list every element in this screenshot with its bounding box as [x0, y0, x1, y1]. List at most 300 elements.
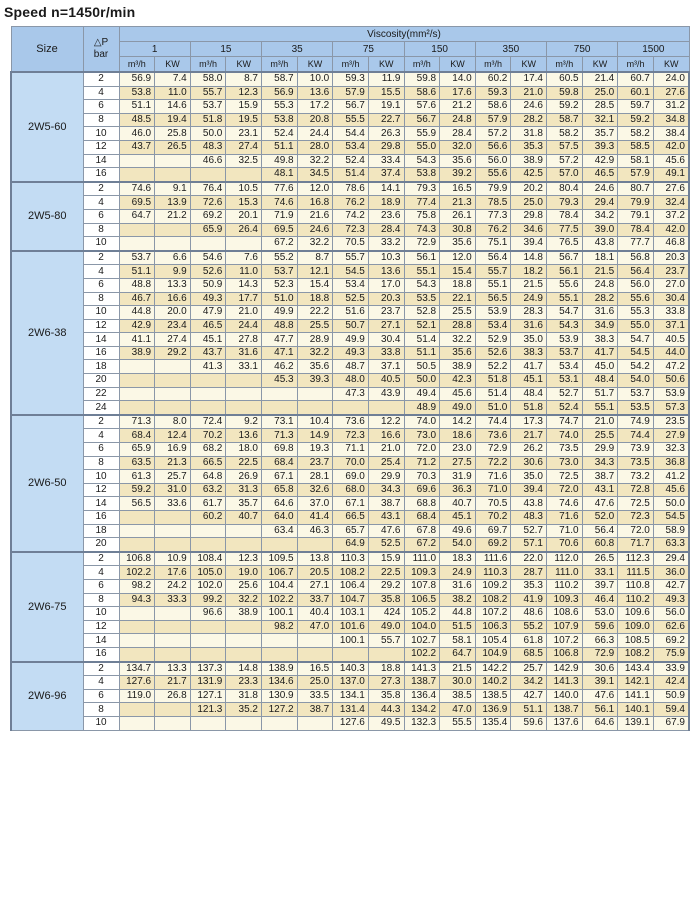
power-cell: 17.4 [511, 72, 547, 86]
flow-cell: 127.6 [119, 676, 155, 690]
flow-unit-header: m³/h [404, 57, 440, 73]
pressure-cell: 2 [83, 182, 119, 196]
flow-cell: 60.5 [547, 72, 583, 86]
flow-cell: 51.8 [190, 113, 226, 127]
power-cell: 56.0 [653, 607, 689, 621]
flow-cell: 54.0 [618, 374, 654, 388]
power-cell: 45.0 [582, 360, 618, 374]
power-cell: 32.3 [653, 443, 689, 457]
power-cell: 21.2 [440, 100, 476, 114]
flow-cell: 56.0 [618, 278, 654, 292]
flow-cell: 110.8 [618, 579, 654, 593]
power-cell: 31.6 [582, 306, 618, 320]
power-cell: 24.2 [155, 579, 191, 593]
flow-cell: 48.8 [119, 278, 155, 292]
power-cell: 33.7 [297, 593, 333, 607]
table-row [11, 647, 689, 661]
flow-cell: 139.1 [618, 716, 654, 730]
power-cell: 46.8 [653, 237, 689, 251]
power-cell: 31.6 [226, 346, 262, 360]
flow-cell: 141.3 [404, 662, 440, 676]
table-row [11, 196, 689, 210]
power-unit-header: KW [226, 57, 262, 73]
power-cell: 22.1 [440, 292, 476, 306]
power-cell: 29.9 [368, 470, 404, 484]
flow-cell: 106.8 [547, 647, 583, 661]
power-cell: 24.8 [440, 113, 476, 127]
table-row [11, 415, 689, 429]
table-row [11, 524, 689, 538]
flow-cell [262, 634, 298, 648]
power-cell: 24.6 [582, 182, 618, 196]
flow-cell: 79.3 [404, 182, 440, 196]
viscosity-header: Viscosity(mm²/s) [119, 27, 689, 42]
flow-cell: 109.5 [262, 552, 298, 566]
flow-cell: 80.4 [547, 182, 583, 196]
flow-cell: 53.4 [333, 278, 369, 292]
pressure-cell: 14 [83, 154, 119, 168]
pressure-cell: 12 [83, 140, 119, 154]
viscosity-value-header: 15 [190, 42, 261, 57]
pressure-cell: 14 [83, 333, 119, 347]
flow-cell: 108.2 [475, 593, 511, 607]
power-cell: 21.6 [297, 209, 333, 223]
power-cell [297, 538, 333, 552]
power-cell: 18.9 [368, 196, 404, 210]
flow-cell: 102.2 [262, 593, 298, 607]
power-cell: 12.3 [226, 552, 262, 566]
model-name: 2W6-50 [11, 415, 83, 552]
flow-cell: 51.8 [475, 374, 511, 388]
power-cell: 31.8 [511, 127, 547, 141]
power-cell: 26.3 [368, 127, 404, 141]
power-cell: 55.7 [368, 634, 404, 648]
flow-cell: 74.6 [547, 497, 583, 511]
power-cell [155, 360, 191, 374]
power-cell: 31.8 [226, 689, 262, 703]
flow-cell: 112.0 [547, 552, 583, 566]
power-cell: 56.1 [582, 703, 618, 717]
flow-cell [119, 168, 155, 182]
power-cell: 16.5 [297, 662, 333, 676]
power-cell: 17.6 [155, 566, 191, 580]
power-unit-header: KW [653, 57, 689, 73]
power-cell [226, 374, 262, 388]
flow-cell: 53.9 [475, 306, 511, 320]
flow-cell [190, 620, 226, 634]
power-cell: 57.3 [653, 401, 689, 415]
flow-cell [333, 401, 369, 415]
flow-cell: 141.1 [618, 689, 654, 703]
flow-cell: 106.5 [404, 593, 440, 607]
flow-cell: 69.6 [404, 483, 440, 497]
flow-cell: 110.3 [333, 552, 369, 566]
power-cell: 14.3 [226, 278, 262, 292]
table-row [11, 100, 689, 114]
power-cell: 24.4 [297, 127, 333, 141]
flow-cell: 48.5 [119, 113, 155, 127]
flow-cell: 58.6 [404, 86, 440, 100]
flow-unit-header: m³/h [547, 57, 583, 73]
flow-cell: 137.3 [190, 662, 226, 676]
power-cell: 29.4 [582, 196, 618, 210]
power-cell: 21.2 [155, 209, 191, 223]
power-cell: 35.6 [440, 237, 476, 251]
power-cell: 31.6 [440, 579, 476, 593]
flow-cell: 77.6 [262, 182, 298, 196]
flow-cell: 67.2 [404, 538, 440, 552]
pressure-cell: 16 [83, 647, 119, 661]
flow-cell: 79.1 [618, 209, 654, 223]
flow-cell: 78.5 [475, 196, 511, 210]
flow-cell: 106.3 [475, 620, 511, 634]
power-cell: 8.7 [226, 72, 262, 86]
flow-cell: 73.5 [618, 456, 654, 470]
table-row [11, 538, 689, 552]
power-cell [155, 620, 191, 634]
flow-cell: 140.1 [618, 703, 654, 717]
flow-cell: 72.8 [618, 483, 654, 497]
flow-cell: 110.2 [618, 593, 654, 607]
flow-cell: 142.1 [618, 676, 654, 690]
flow-cell: 58.7 [547, 113, 583, 127]
flow-cell: 135.4 [475, 716, 511, 730]
flow-cell: 55.7 [190, 86, 226, 100]
flow-cell: 53.4 [547, 360, 583, 374]
flow-cell: 48.9 [404, 401, 440, 415]
power-cell: 56.4 [582, 524, 618, 538]
performance-table [10, 26, 690, 731]
power-cell: 38.9 [440, 360, 476, 374]
flow-cell [190, 538, 226, 552]
flow-cell: 41.1 [119, 333, 155, 347]
flow-cell: 43.7 [190, 346, 226, 360]
flow-cell: 105.4 [475, 634, 511, 648]
flow-cell: 47.7 [262, 333, 298, 347]
flow-cell: 71.3 [119, 415, 155, 429]
flow-cell: 51.1 [262, 140, 298, 154]
flow-cell: 68.8 [404, 497, 440, 511]
table-row [11, 140, 689, 154]
flow-cell: 77.7 [618, 237, 654, 251]
flow-cell: 67.8 [404, 524, 440, 538]
power-cell: 57.1 [511, 538, 547, 552]
flow-cell [190, 716, 226, 730]
pressure-cell: 10 [83, 716, 119, 730]
model-name: 2W6-38 [11, 251, 83, 415]
power-cell: 49.0 [368, 620, 404, 634]
flow-cell: 51.1 [119, 265, 155, 279]
flow-cell: 100.1 [333, 634, 369, 648]
power-cell: 33.8 [368, 346, 404, 360]
power-cell: 49.5 [368, 716, 404, 730]
table-row [11, 470, 689, 484]
power-cell: 67.9 [653, 716, 689, 730]
table-row [11, 401, 689, 415]
table-row [11, 429, 689, 443]
flow-cell: 73.6 [475, 429, 511, 443]
power-cell: 16.5 [440, 182, 476, 196]
table-row [11, 127, 689, 141]
flow-cell: 51.1 [404, 346, 440, 360]
flow-cell: 59.2 [119, 483, 155, 497]
power-cell: 27.4 [226, 140, 262, 154]
flow-cell: 58.2 [547, 127, 583, 141]
table-row [11, 319, 689, 333]
flow-cell: 109.3 [547, 593, 583, 607]
power-cell: 38.3 [582, 333, 618, 347]
power-cell: 14.8 [511, 251, 547, 265]
table-row [11, 72, 689, 86]
power-cell: 9.2 [226, 415, 262, 429]
power-cell: 7.6 [226, 251, 262, 265]
flow-cell: 75.1 [475, 237, 511, 251]
flow-cell: 52.4 [262, 127, 298, 141]
power-cell: 42.7 [653, 579, 689, 593]
power-cell [226, 538, 262, 552]
flow-cell: 59.2 [618, 113, 654, 127]
power-cell: 37.1 [368, 360, 404, 374]
power-cell: 34.2 [582, 209, 618, 223]
power-cell: 26.5 [582, 552, 618, 566]
power-cell: 27.1 [368, 319, 404, 333]
viscosity-value-header: 35 [262, 42, 333, 57]
power-cell: 39.3 [582, 140, 618, 154]
flow-cell: 76.2 [333, 196, 369, 210]
flow-cell: 58.2 [618, 127, 654, 141]
flow-cell: 61.7 [190, 497, 226, 511]
power-cell [226, 716, 262, 730]
flow-cell: 106.4 [333, 579, 369, 593]
power-cell: 55.2 [511, 620, 547, 634]
power-cell: 66.3 [582, 634, 618, 648]
power-cell: 19.1 [368, 100, 404, 114]
flow-cell: 56.5 [475, 292, 511, 306]
pressure-cell: 6 [83, 209, 119, 223]
power-cell: 35.0 [511, 333, 547, 347]
power-cell: 28.8 [440, 319, 476, 333]
power-cell: 42.7 [511, 689, 547, 703]
power-cell: 38.2 [440, 593, 476, 607]
power-cell: 34.8 [653, 113, 689, 127]
power-cell: 27.4 [155, 333, 191, 347]
flow-cell: 70.0 [333, 456, 369, 470]
pressure-cell: 8 [83, 593, 119, 607]
pressure-cell: 22 [83, 387, 119, 401]
flow-cell: 111.6 [475, 552, 511, 566]
power-cell: 24.6 [511, 100, 547, 114]
flow-cell [119, 716, 155, 730]
flow-cell: 79.9 [618, 196, 654, 210]
power-cell: 51.1 [511, 703, 547, 717]
power-cell: 69.2 [653, 634, 689, 648]
power-cell: 47.0 [440, 703, 476, 717]
flow-cell: 109.6 [618, 607, 654, 621]
power-cell: 34.6 [511, 223, 547, 237]
flow-cell: 56.5 [119, 497, 155, 511]
flow-cell: 54.4 [333, 127, 369, 141]
power-cell: 17.2 [297, 100, 333, 114]
power-cell: 23.3 [226, 676, 262, 690]
power-cell: 59.6 [511, 716, 547, 730]
flow-cell: 65.8 [262, 483, 298, 497]
flow-cell: 102.2 [404, 647, 440, 661]
pressure-cell: 10 [83, 470, 119, 484]
power-cell: 23.1 [226, 127, 262, 141]
power-cell: 27.5 [440, 456, 476, 470]
flow-cell: 134.7 [119, 662, 155, 676]
flow-cell: 53.7 [618, 387, 654, 401]
flow-cell: 60.7 [618, 72, 654, 86]
power-cell: 23.7 [653, 265, 689, 279]
flow-cell: 55.2 [262, 251, 298, 265]
flow-cell: 55.3 [262, 100, 298, 114]
flow-cell: 137.0 [333, 676, 369, 690]
flow-cell: 70.3 [404, 470, 440, 484]
model-name: 2W5-80 [11, 182, 83, 251]
power-cell [297, 716, 333, 730]
flow-cell: 65.9 [119, 443, 155, 457]
power-cell: 45.6 [440, 387, 476, 401]
pressure-cell: 2 [83, 251, 119, 265]
power-cell: 64.7 [440, 647, 476, 661]
flow-cell: 69.0 [333, 470, 369, 484]
flow-cell: 71.6 [547, 511, 583, 525]
power-cell: 47.0 [297, 620, 333, 634]
power-cell: 34.5 [297, 168, 333, 182]
power-cell: 58.1 [440, 634, 476, 648]
power-cell [155, 634, 191, 648]
power-cell [155, 168, 191, 182]
table-row [11, 483, 689, 497]
flow-cell: 74.7 [547, 415, 583, 429]
power-cell: 42.4 [653, 676, 689, 690]
power-cell: 20.0 [155, 306, 191, 320]
flow-cell: 79.3 [547, 196, 583, 210]
flow-cell: 56.7 [333, 100, 369, 114]
power-cell: 37.0 [297, 497, 333, 511]
power-cell: 29.4 [653, 552, 689, 566]
flow-cell: 48.7 [333, 360, 369, 374]
flow-cell: 138.5 [475, 689, 511, 703]
flow-cell: 127.2 [262, 703, 298, 717]
power-cell: 14.9 [297, 429, 333, 443]
flow-cell: 58.0 [190, 72, 226, 86]
power-cell: 31.0 [155, 483, 191, 497]
flow-cell: 60.2 [190, 511, 226, 525]
flow-cell: 131.9 [190, 676, 226, 690]
flow-unit-header: m³/h [190, 57, 226, 73]
power-cell: 22.0 [511, 552, 547, 566]
power-cell [155, 524, 191, 538]
flow-cell: 73.2 [618, 470, 654, 484]
flow-cell: 127.1 [190, 689, 226, 703]
flow-cell: 64.8 [190, 470, 226, 484]
flow-cell [190, 168, 226, 182]
power-cell: 36.3 [440, 483, 476, 497]
flow-cell: 109.0 [618, 620, 654, 634]
power-cell: 60.8 [582, 538, 618, 552]
flow-cell: 130.9 [262, 689, 298, 703]
flow-cell: 119.0 [119, 689, 155, 703]
flow-cell: 108.2 [333, 566, 369, 580]
power-cell: 13.3 [155, 278, 191, 292]
pressure-cell: 16 [83, 168, 119, 182]
flow-cell: 58.6 [475, 100, 511, 114]
flow-cell: 94.3 [119, 593, 155, 607]
flow-cell: 72.9 [404, 237, 440, 251]
table-row [11, 716, 689, 730]
power-cell: 72.9 [582, 647, 618, 661]
flow-cell: 78.4 [618, 223, 654, 237]
power-cell: 23.0 [440, 443, 476, 457]
flow-cell: 111.0 [404, 552, 440, 566]
table-row [11, 552, 689, 566]
flow-cell: 54.5 [618, 346, 654, 360]
pressure-cell: 2 [83, 415, 119, 429]
power-cell: 18.1 [582, 251, 618, 265]
flow-cell [333, 647, 369, 661]
page-title: Speed n=1450r/min [4, 4, 136, 20]
flow-cell: 38.9 [119, 346, 155, 360]
flow-cell [119, 387, 155, 401]
flow-cell: 80.7 [618, 182, 654, 196]
flow-cell: 72.4 [190, 415, 226, 429]
power-cell [155, 154, 191, 168]
flow-cell: 74.4 [475, 415, 511, 429]
power-cell: 18.8 [440, 278, 476, 292]
flow-cell: 63.4 [262, 524, 298, 538]
power-cell: 55.1 [582, 401, 618, 415]
flow-cell: 54.6 [190, 251, 226, 265]
flow-cell: 68.0 [333, 483, 369, 497]
flow-unit-header: m³/h [262, 57, 298, 73]
viscosity-value-header: 1500 [618, 42, 689, 57]
flow-cell: 142.2 [475, 662, 511, 676]
power-cell: 68.5 [511, 647, 547, 661]
flow-cell: 69.5 [119, 196, 155, 210]
flow-cell: 110.3 [475, 566, 511, 580]
flow-cell: 68.4 [404, 511, 440, 525]
flow-cell: 52.6 [475, 346, 511, 360]
power-cell: 33.3 [155, 593, 191, 607]
power-cell: 32.5 [226, 154, 262, 168]
power-cell: 31.9 [440, 470, 476, 484]
flow-cell: 57.9 [333, 86, 369, 100]
flow-cell: 50.0 [190, 127, 226, 141]
power-cell: 28.4 [440, 127, 476, 141]
power-cell: 34.9 [582, 319, 618, 333]
flow-cell: 112.3 [618, 552, 654, 566]
power-cell: 25.7 [155, 470, 191, 484]
flow-cell: 73.1 [262, 415, 298, 429]
power-cell [297, 387, 333, 401]
power-cell: 22.2 [297, 306, 333, 320]
flow-cell: 48.3 [190, 140, 226, 154]
power-cell: 38.9 [226, 607, 262, 621]
power-cell: 32.2 [226, 593, 262, 607]
flow-cell: 56.7 [547, 251, 583, 265]
flow-cell [119, 511, 155, 525]
power-cell: 52.7 [511, 524, 547, 538]
power-cell: 11.9 [368, 72, 404, 86]
flow-cell: 104.0 [404, 620, 440, 634]
flow-cell: 53.7 [262, 265, 298, 279]
power-cell: 34.2 [511, 676, 547, 690]
pressure-cell: 2 [83, 72, 119, 86]
flow-cell: 74.3 [404, 223, 440, 237]
flow-cell [262, 647, 298, 661]
